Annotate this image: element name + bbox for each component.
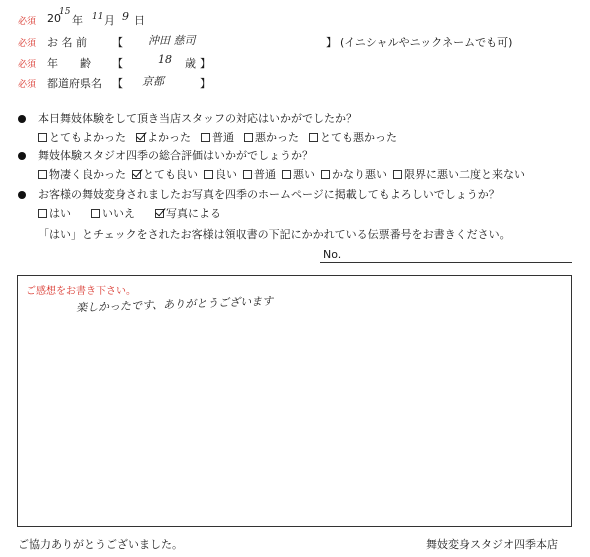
option[interactable]: はい	[38, 205, 71, 221]
age-bracket-open: 【	[112, 57, 123, 70]
checkbox[interactable]	[321, 170, 330, 179]
footer-shop: 舞妓変身スタジオ四季本店	[426, 538, 558, 551]
checkbox[interactable]	[244, 133, 253, 142]
checkbox[interactable]	[393, 170, 402, 179]
checkbox[interactable]	[309, 133, 318, 142]
comment-title: ご感想をお書き下さい。	[26, 286, 136, 297]
question-2-options	[38, 166, 525, 182]
name-bracket-open: 【	[112, 36, 123, 49]
prefecture-value[interactable]: 京都	[142, 75, 164, 88]
date-month-suffix: 月	[104, 14, 115, 27]
option[interactable]: よかった	[136, 129, 191, 145]
receipt-no-line[interactable]	[320, 262, 572, 263]
date-month-value[interactable]: 11	[92, 12, 104, 22]
question-bullet	[18, 191, 26, 199]
age-label: 年 齢	[47, 57, 91, 70]
required-label: 必須	[18, 39, 37, 49]
checkbox-checked[interactable]	[155, 209, 164, 218]
option[interactable]: 物凄く良かった	[38, 166, 126, 182]
name-bracket-close: 】	[326, 36, 337, 49]
option[interactable]: いいえ	[91, 205, 135, 221]
name-note: (イニシャルやニックネームでも可)	[340, 36, 513, 49]
footer-thanks: ご協力ありがとうございました。	[18, 538, 183, 551]
option[interactable]: 写真による	[155, 205, 221, 221]
name-label: お 名 前	[47, 36, 87, 49]
checkbox[interactable]	[282, 170, 291, 179]
question-bullet	[18, 152, 26, 160]
question-1-text: 本日舞妓体験をして頂き当店スタッフの対応はいかがでしたか？	[38, 112, 357, 125]
question-2-text: 舞妓体験スタジオ四季の総合評価はいかがでしょうか？	[38, 149, 313, 162]
age-bracket-close: 】	[200, 57, 211, 70]
option[interactable]: とてもよかった	[38, 129, 126, 145]
prefecture-bracket-close: 】	[200, 77, 211, 90]
checkbox-checked[interactable]	[136, 133, 145, 142]
question-3-note: 「はい」とチェックをされたお客様は領収書の下記にかかれている伝票番号をお書きください。	[38, 228, 511, 241]
date-day-value[interactable]: 9	[122, 10, 129, 23]
date-year-value[interactable]: 15	[59, 7, 71, 17]
question-3-options	[38, 205, 221, 221]
date-day-suffix: 日	[134, 14, 145, 27]
checkbox[interactable]	[201, 133, 210, 142]
prefecture-bracket-open: 【	[112, 77, 123, 90]
receipt-no-label: No.	[323, 248, 342, 261]
option[interactable]: 悪い	[282, 166, 315, 182]
required-label: 必須	[18, 17, 37, 27]
checkbox[interactable]	[204, 170, 213, 179]
age-value[interactable]: 18	[158, 53, 172, 66]
option[interactable]: 悪かった	[244, 129, 299, 145]
required-label: 必須	[18, 80, 37, 90]
comment-box[interactable]	[17, 275, 572, 527]
checkbox[interactable]	[38, 170, 47, 179]
option[interactable]: とても良い	[132, 166, 198, 182]
checkbox[interactable]	[91, 209, 100, 218]
name-value[interactable]: 沖田 慈司	[148, 34, 196, 47]
checkbox[interactable]	[38, 209, 47, 218]
checkbox[interactable]	[243, 170, 252, 179]
checkbox-checked[interactable]	[132, 170, 141, 179]
comment-handwritten: 楽しかったです、ありがとうございます	[75, 294, 274, 315]
question-1-options	[38, 129, 397, 145]
question-3-text: お客様の舞妓変身されましたお写真を四季のホームページに掲載してもよろしいでしょうか？	[38, 188, 500, 201]
option[interactable]: 限界に悪い二度と来ない	[393, 166, 525, 182]
date-year-suffix: 年	[72, 14, 83, 27]
question-bullet	[18, 115, 26, 123]
option[interactable]: 普通	[201, 129, 234, 145]
age-unit: 歳	[185, 57, 196, 70]
option[interactable]: かなり悪い	[321, 166, 387, 182]
checkbox[interactable]	[38, 133, 47, 142]
option[interactable]: 普通	[243, 166, 276, 182]
required-label: 必須	[18, 60, 37, 70]
option[interactable]: 良い	[204, 166, 237, 182]
option[interactable]: とても悪かった	[309, 129, 397, 145]
prefecture-label: 都道府県名	[47, 77, 102, 90]
date-year-prefix: 20	[47, 12, 61, 25]
